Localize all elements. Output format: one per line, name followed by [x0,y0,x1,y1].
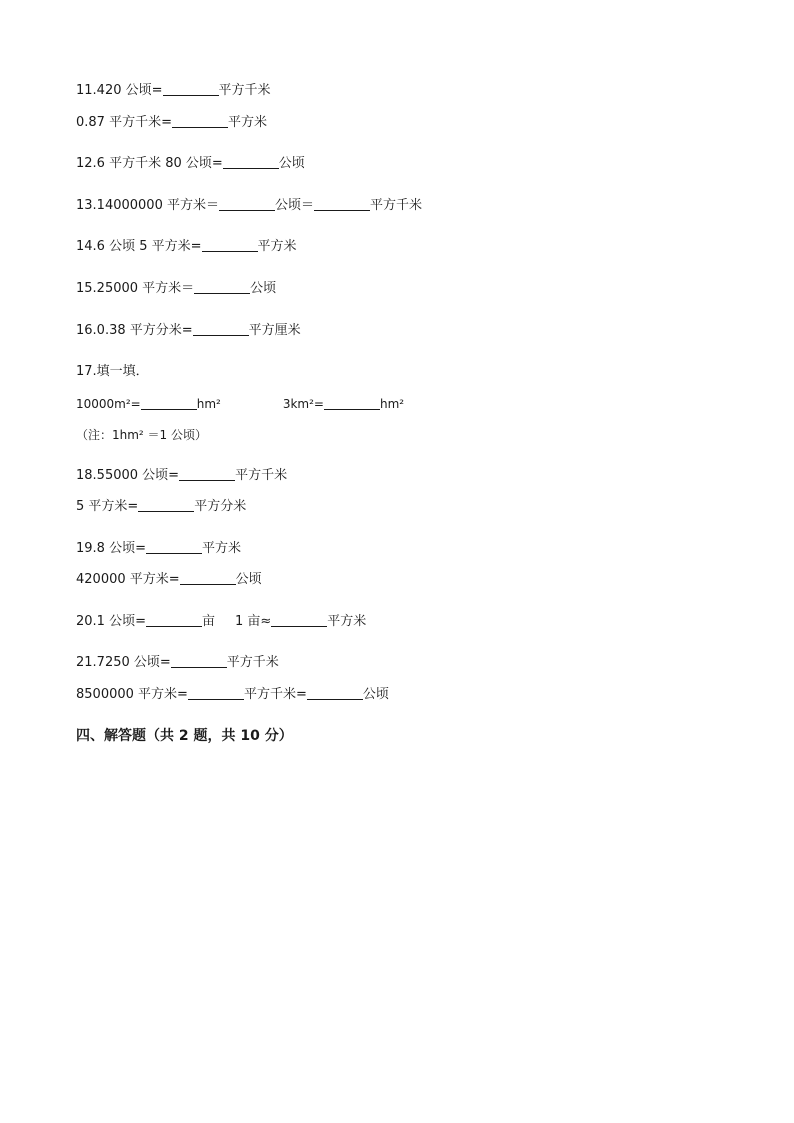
q20-unit: 平方米 [327,614,367,629]
question-21-part-2 [76,686,389,704]
answer-blank[interactable] [271,613,327,627]
answer-blank[interactable] [223,155,279,169]
answer-blank[interactable] [138,498,194,512]
q11b-unit: 平方米 [227,115,267,130]
question-11-part-2 [76,114,267,132]
question-11 [76,82,271,100]
answer-blank[interactable] [171,654,227,668]
q21b-unit: 公顷 [362,687,389,702]
question-16 [76,322,301,340]
q19-prefix: 19.8 公顷= [76,541,146,556]
q14-prefix: 14.6 公顷 5 平方米= [76,239,202,254]
question-17-note: （注：1hm² ＝1 公顷） [76,428,208,442]
q21-prefix: 21.7250 公顷= [76,655,171,670]
answer-blank[interactable] [314,197,370,211]
q14-unit: 平方米 [257,239,297,254]
q11-unit: 平方千米 [218,83,271,98]
answer-blank[interactable] [188,686,244,700]
answer-blank[interactable] [163,82,219,96]
answer-blank[interactable] [194,280,250,294]
question-14 [76,238,297,256]
question-17-title: 17.填一填． [76,364,149,379]
q15-prefix: 15.25000 平方米＝ [76,281,195,296]
q13-prefix: 13.14000000 平方米＝ [76,198,219,213]
question-12 [76,155,305,173]
q19b-prefix: 420000 平方米= [76,572,180,587]
question-19 [76,540,241,558]
answer-blank[interactable] [179,467,235,481]
q21b-mid: 平方千米= [243,687,307,702]
q12-prefix: 12.6 平方千米 80 公顷= [76,156,223,171]
q18-unit: 平方千米 [235,468,288,483]
q21b-prefix: 8500000 平方米= [76,687,188,702]
q20-mid: 亩 [201,614,215,629]
q17-right-prefix: 3km²= [282,397,324,411]
q19b-unit: 公顷 [235,572,262,587]
q13-unit: 平方千米 [370,198,423,213]
question-18 [76,467,287,485]
q18b-unit: 平方分米 [194,499,247,514]
q11-prefix: 11.420 公顷= [76,83,163,98]
q19-unit: 平方米 [201,541,241,556]
question-17-row [76,395,404,413]
answer-blank[interactable] [202,238,258,252]
question-15 [76,280,276,298]
q16-unit: 平方厘米 [248,323,301,338]
section-4-heading: 四、解答题（共 2 题，共 10 分） [76,728,293,744]
answer-blank[interactable] [307,686,363,700]
question-20 [76,613,366,631]
q20-prefix: 20.1 公顷= [76,614,146,629]
answer-blank[interactable] [172,114,228,128]
q17-right-unit: hm² [379,397,405,411]
answer-blank[interactable] [141,396,197,410]
q17-left-prefix: 10000m²= [76,397,141,411]
q18-prefix: 18.55000 公顷= [76,468,180,483]
answer-blank[interactable] [324,396,380,410]
q15-unit: 公顷 [250,281,277,296]
q16-prefix: 16.0.38 平方分米= [76,323,193,338]
q11b-prefix: 0.87 平方千米= [76,115,172,130]
q13-mid: 公顷＝ [274,198,314,213]
question-18-part-2 [76,498,246,516]
answer-blank[interactable] [146,613,202,627]
question-19-part-2 [76,571,262,589]
answer-blank[interactable] [219,197,275,211]
q18b-prefix: 5 平方米= [76,499,139,514]
q20-mid2: 1 亩≈ [235,614,272,629]
question-21 [76,654,279,672]
q12-unit: 公顷 [278,156,305,171]
question-13 [76,197,422,215]
answer-blank[interactable] [193,322,249,336]
q17-left-unit: hm² [196,397,221,411]
answer-blank[interactable] [180,571,236,585]
answer-blank[interactable] [146,540,202,554]
q21-unit: 平方千米 [226,655,279,670]
